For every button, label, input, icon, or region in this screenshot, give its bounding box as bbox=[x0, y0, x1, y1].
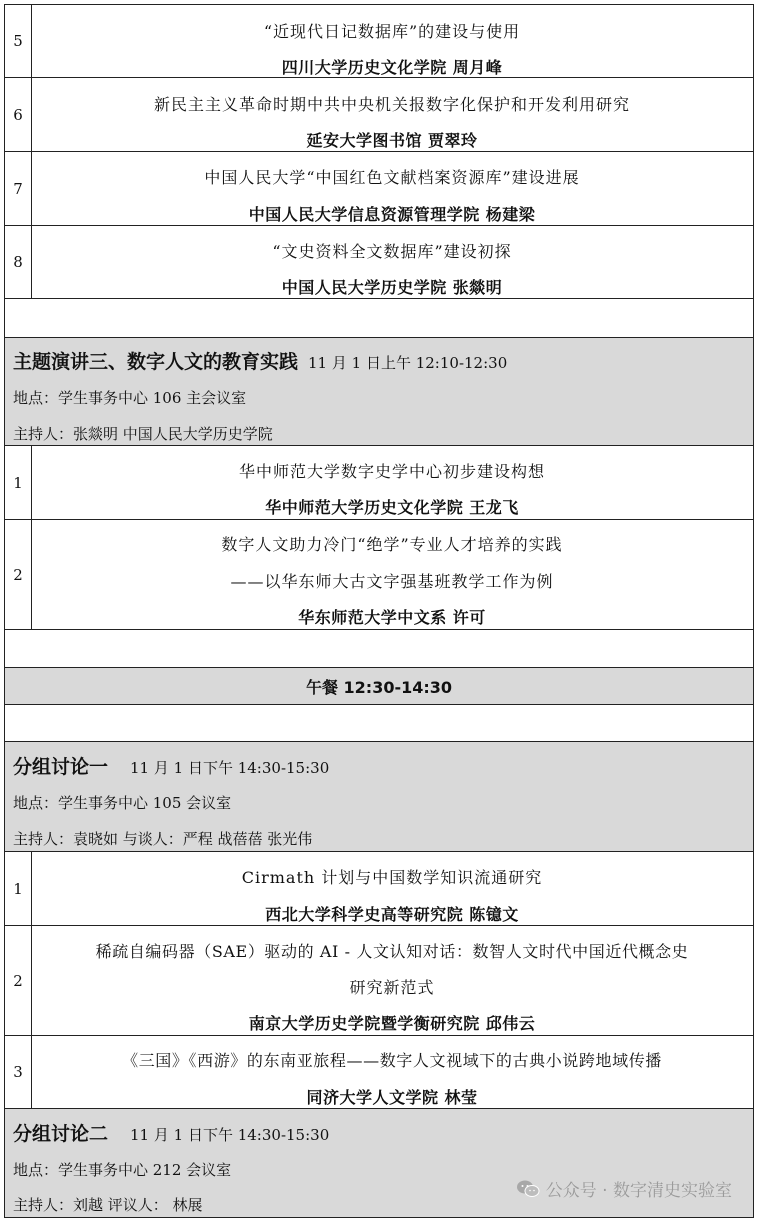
section-time: 11 月 1 日上午 12:10-12:30 bbox=[308, 354, 508, 372]
spacer-row bbox=[4, 704, 754, 741]
talk-title: 稀疏自编码器（SAE）驱动的 AI - 人文认知对话：数智人文时代中国近代概念史 bbox=[95, 942, 689, 961]
talk-speaker: 西北大学科学史高等研究院 陈镱文 bbox=[265, 905, 519, 924]
talk-title: 中国人民大学“中国红色文献档案资源库”建设进展 bbox=[204, 168, 580, 187]
item-number: 2 bbox=[5, 520, 32, 629]
section-location: 地点：学生事务中心 212 会议室 bbox=[13, 1161, 232, 1179]
table-row bbox=[4, 851, 754, 925]
spacer-row bbox=[4, 298, 754, 337]
lunch-label: 午餐 12:30-14:30 bbox=[305, 677, 453, 697]
talk-subtitle: ——以华东师大古文字强基班教学工作为例 bbox=[230, 572, 554, 591]
section-header bbox=[4, 337, 754, 445]
section-location: 地点：学生事务中心 105 会议室 bbox=[13, 794, 232, 812]
item-number: 1 bbox=[5, 446, 32, 519]
item-number: 8 bbox=[5, 226, 32, 298]
table-row bbox=[4, 225, 754, 298]
section-header bbox=[4, 741, 754, 851]
table-row bbox=[4, 519, 754, 629]
talk-speaker: 同济大学人文学院 林莹 bbox=[306, 1088, 478, 1107]
talk-subtitle: 研究新范式 bbox=[349, 978, 435, 997]
section-title: 分组讨论二 bbox=[13, 1123, 109, 1145]
talk-speaker: 四川大学历史文化学院 周月峰 bbox=[281, 58, 503, 77]
section-location: 地点：学生事务中心 106 主会议室 bbox=[13, 389, 247, 407]
section-host: 主持人：张燚明 中国人民大学历史学院 bbox=[13, 425, 273, 443]
watermark bbox=[516, 1176, 732, 1201]
talk-title: 《三国》《西游》的东南亚旅程——数字人文视域下的古典小说跨地域传播 bbox=[122, 1051, 662, 1070]
talk-title: 数字人文助力冷门“绝学”专业人才培养的实践 bbox=[221, 535, 563, 554]
spacer-row bbox=[4, 629, 754, 667]
watermark-text: 公众号 · 数字清史实验室 bbox=[545, 1181, 732, 1201]
talk-title: 华中师范大学数字史学中心初步建设构想 bbox=[238, 462, 545, 481]
talk-speaker: 南京大学历史学院暨学衡研究院 邱伟云 bbox=[248, 1014, 536, 1033]
talk-speaker: 延安大学图书馆 贾翠玲 bbox=[306, 131, 478, 150]
wechat-icon bbox=[516, 1179, 540, 1199]
item-number: 2 bbox=[5, 926, 32, 1035]
table-row bbox=[4, 925, 754, 1035]
table-row bbox=[4, 77, 754, 151]
lunch-row bbox=[4, 667, 754, 704]
talk-title: Cirmath 计划与中国数学知识流通研究 bbox=[241, 868, 543, 887]
table-row bbox=[4, 445, 754, 519]
talk-speaker: 华中师范大学历史文化学院 王龙飞 bbox=[265, 498, 519, 517]
talk-title: “文史资料全文数据库”建设初探 bbox=[272, 242, 512, 261]
section-time: 11 月 1 日下午 14:30-15:30 bbox=[130, 1126, 330, 1144]
section-title: 主题演讲三、数字人文的教育实践 bbox=[13, 351, 299, 373]
item-number: 5 bbox=[5, 5, 32, 77]
item-number: 7 bbox=[5, 152, 32, 225]
item-number: 6 bbox=[5, 78, 32, 151]
table-row bbox=[4, 1035, 754, 1108]
talk-speaker: 中国人民大学历史学院 张燚明 bbox=[281, 278, 503, 297]
section-header bbox=[4, 1108, 754, 1218]
item-number: 3 bbox=[5, 1036, 32, 1108]
item-number: 1 bbox=[5, 852, 32, 925]
talk-speaker: 华东师范大学中文系 许可 bbox=[298, 608, 486, 627]
talk-title: 新民主主义革命时期中共中央机关报数字化保护和开发利用研究 bbox=[153, 95, 630, 114]
section-host: 主持人：袁晓如 与谈人：严程 战蓓蓓 张光伟 bbox=[13, 830, 313, 848]
section-title: 分组讨论一 bbox=[13, 756, 109, 778]
table-row bbox=[4, 4, 754, 77]
table-row bbox=[4, 151, 754, 225]
talk-speaker: 中国人民大学信息资源管理学院 杨建梁 bbox=[248, 205, 536, 224]
section-time: 11 月 1 日下午 14:30-15:30 bbox=[130, 759, 330, 777]
talk-title: “近现代日记数据库”的建设与使用 bbox=[263, 22, 521, 41]
section-host: 主持人：刘越 评议人： 林展 bbox=[13, 1196, 203, 1214]
